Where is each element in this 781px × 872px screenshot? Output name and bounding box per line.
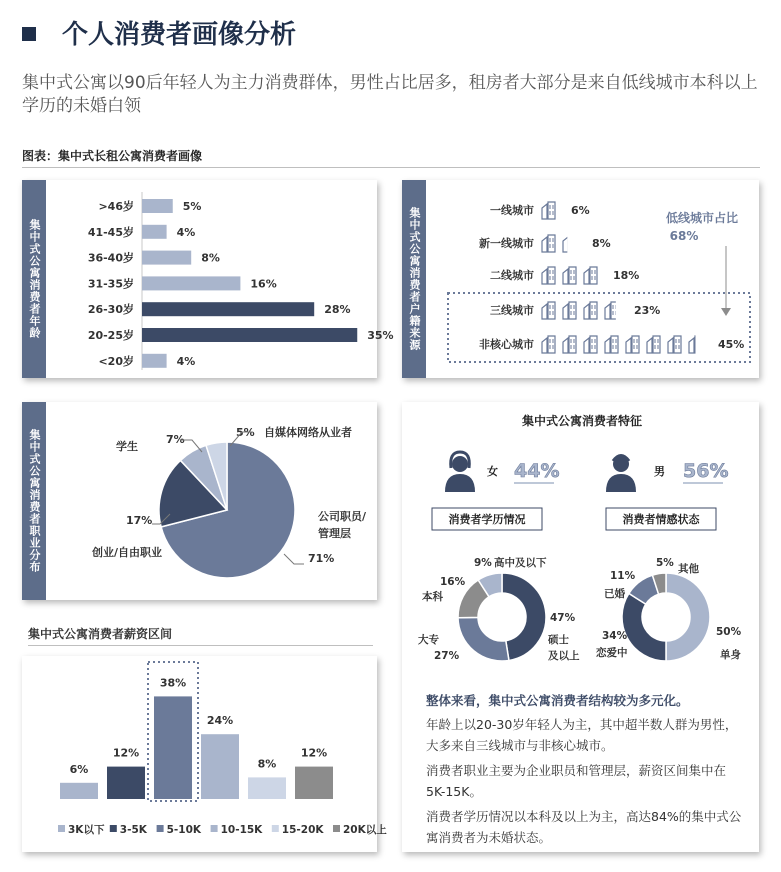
city-value-label: 23%	[634, 304, 661, 317]
age-category-label: 26-30岁	[87, 303, 134, 317]
city-building-icon	[605, 336, 618, 353]
city-building-icon	[542, 336, 555, 353]
age-value-label: 28%	[324, 303, 351, 317]
salary-value-label: 24%	[206, 714, 234, 728]
emo-tag: 消费者情感状态	[622, 513, 700, 526]
salary-legend-swatch	[333, 825, 340, 832]
city-building-icon	[605, 301, 619, 320]
salary-value-label: 12%	[112, 746, 140, 760]
salary-legend-label: 20K以上	[343, 824, 387, 836]
age-bar	[142, 199, 173, 213]
city-row-label: 新一线城市	[479, 237, 534, 250]
age-bar	[142, 354, 167, 368]
job-pie-label: 17%	[126, 514, 153, 527]
summary-p1: 年龄上以20-30岁年轻人为主，其中超半数人群为男性，大多来自三线城市与非核心城市。	[426, 717, 738, 753]
emo-donut-slice	[666, 573, 710, 661]
edu-donut-label: 大专	[418, 634, 439, 646]
age-category-label: 41-45岁	[87, 225, 134, 239]
page-subtitle: 集中式公寓以90后年轻人为主力消费群体，男性占比居多，租房者大部分是来自低线城市本科以上学历的未婚白领	[22, 73, 758, 116]
callout-arrow-head	[721, 308, 731, 316]
salary-bar	[154, 696, 192, 799]
age-bar	[142, 251, 191, 265]
city-building-icon	[542, 267, 555, 284]
female-icon	[452, 456, 468, 472]
job-pie-label: 自媒体网络从业者	[264, 426, 352, 439]
job-pie-label: 学生	[116, 440, 138, 453]
age-value-label: 35%	[367, 329, 394, 342]
salary-card	[22, 656, 387, 852]
job-leader-line	[284, 554, 304, 564]
edu-donut-label: 高中及以下	[494, 557, 547, 569]
emo-donut-label: 恋爱中	[596, 647, 628, 659]
edu-donut-label: 硕士	[548, 634, 569, 646]
male-label: 男	[654, 465, 665, 478]
city-origin-chart	[426, 180, 759, 378]
age-bar	[142, 302, 314, 316]
age-value-label: 5%	[182, 200, 202, 213]
low-tier-callout-value: 68%	[669, 229, 699, 243]
age-value-label: 8%	[201, 251, 220, 265]
salary-legend-swatch	[110, 825, 117, 832]
city-row-label: 一线城市	[490, 204, 534, 217]
emo-donut-label: 11%	[610, 570, 636, 582]
city-value-label: 8%	[592, 237, 611, 250]
summary-p2: 消费者职业主要为企业职员和管理层，薪资区间集中在5K-15K。	[426, 763, 727, 799]
age-category-label: 20-25岁	[87, 329, 134, 342]
city-row-label: 非核心城市	[479, 338, 534, 351]
emo-donut-label: 其他	[678, 563, 699, 575]
city-building-icon	[542, 302, 555, 319]
salary-legend-label: 15-20K	[281, 824, 324, 836]
male-pct: 56%	[683, 460, 729, 482]
emo-donut-label: 34%	[602, 630, 628, 642]
job-side-label: 集中式公寓消费者职业分布	[22, 402, 46, 600]
city-building-icon	[584, 336, 597, 353]
age-bar	[142, 328, 357, 342]
edu-tag: 消费者学历情况	[448, 513, 526, 526]
job-pie-label: 公司职员/	[318, 510, 367, 523]
edu-donut-label: 16%	[440, 576, 466, 588]
emo-donut-label: 已婚	[604, 588, 625, 600]
city-row-label: 三线城市	[490, 304, 534, 317]
edu-donut-slice	[502, 573, 546, 660]
edu-donut-slice	[458, 617, 509, 661]
city-building-icon	[647, 336, 660, 353]
edu-donut-label: 47%	[550, 612, 576, 624]
city-side-label: 集中式公寓消费者户籍来源	[402, 180, 426, 378]
edu-donut-label: 本科	[422, 591, 443, 603]
city-building-icon	[626, 336, 639, 353]
salary-bar	[60, 783, 98, 799]
title-marker	[22, 27, 36, 41]
low-tier-callout: 低线城市占比	[665, 211, 739, 225]
city-building-icon	[563, 302, 576, 319]
city-building-icon	[563, 267, 576, 284]
city-row-label: 二线城市	[490, 269, 534, 282]
city-value-label: 45%	[718, 338, 745, 351]
city-value-label: 18%	[613, 269, 640, 282]
salary-legend-swatch	[157, 825, 164, 832]
female-pct: 44%	[514, 460, 560, 482]
figure-caption: 图表：集中式长租公寓消费者画像	[22, 149, 203, 163]
age-category-label: >46岁	[98, 200, 134, 213]
caption-divider	[22, 167, 760, 168]
age-side-label: 集中式公寓消费者年龄	[22, 180, 46, 378]
salary-value-label: 6%	[69, 762, 89, 776]
salary-value-label: 38%	[159, 676, 187, 690]
job-pie-label: 管理层	[318, 527, 351, 540]
city-building-icon	[689, 335, 703, 354]
age-value-label: 16%	[250, 277, 277, 291]
features-title: 集中式公寓消费者特征	[521, 414, 643, 428]
salary-bar	[248, 777, 286, 799]
features-card	[402, 402, 759, 852]
age-card	[22, 180, 394, 378]
salary-bar	[201, 734, 239, 799]
salary-legend-label: 3K以下	[68, 824, 105, 836]
salary-divider	[28, 645, 373, 646]
female-label: 女	[487, 465, 498, 478]
city-building-icon	[584, 267, 597, 284]
age-category-label: <20岁	[98, 354, 134, 368]
job-pie-label: 5%	[236, 426, 255, 439]
city-building-icon	[563, 336, 576, 353]
city-building-icon	[542, 235, 555, 252]
edu-donut-label: 27%	[434, 650, 460, 662]
edu-donut-label: 及以上	[548, 650, 580, 662]
salary-legend-label: 5-10K	[166, 824, 202, 836]
salary-value-label: 8%	[257, 757, 277, 771]
salary-bar-chart	[22, 656, 387, 852]
page-title: 个人消费者画像分析	[62, 20, 297, 50]
male-icon-body	[606, 474, 636, 492]
age-bar-chart	[46, 180, 394, 378]
city-building-icon	[668, 336, 681, 353]
job-pie-label: 7%	[166, 433, 185, 446]
age-bar	[142, 225, 167, 239]
salary-title: 集中式公寓消费者薪资区间	[28, 627, 173, 641]
emo-donut-label: 50%	[716, 626, 742, 638]
salary-legend-swatch	[272, 825, 279, 832]
salary-bar	[295, 767, 333, 799]
job-pie-chart	[46, 402, 377, 600]
salary-legend-swatch	[211, 825, 218, 832]
age-category-label: 36-40岁	[87, 251, 134, 265]
emo-donut-label: 5%	[656, 557, 674, 569]
salary-value-label: 12%	[300, 746, 328, 760]
edu-donut-label: 9%	[474, 557, 492, 569]
city-card	[402, 180, 759, 378]
age-value-label: 4%	[176, 354, 196, 368]
salary-legend-swatch	[58, 825, 65, 832]
female-icon-body	[445, 474, 475, 492]
salary-legend-label: 10-15K	[220, 824, 263, 836]
job-pie-label: 71%	[308, 552, 335, 565]
age-bar	[142, 276, 240, 290]
city-building-icon	[542, 202, 555, 219]
age-category-label: 31-35岁	[87, 277, 134, 291]
summary-p3: 消费者学历情况以本科及以上为主，高达84%的集中式公寓消费者为未婚状态。	[426, 809, 742, 845]
job-card	[22, 402, 377, 600]
salary-legend-label: 3-5K	[119, 824, 147, 836]
age-value-label: 4%	[176, 225, 196, 239]
features-graphic	[402, 402, 759, 692]
salary-bar	[107, 767, 145, 799]
summary-title: 整体来看，集中式公寓消费者结构较为多元化。	[426, 693, 689, 708]
city-building-icon	[584, 302, 597, 319]
job-pie-label: 创业/自由职业	[92, 546, 163, 559]
city-value-label: 6%	[571, 204, 590, 217]
emo-donut-label: 单身	[720, 649, 741, 661]
city-building-icon	[563, 234, 577, 253]
